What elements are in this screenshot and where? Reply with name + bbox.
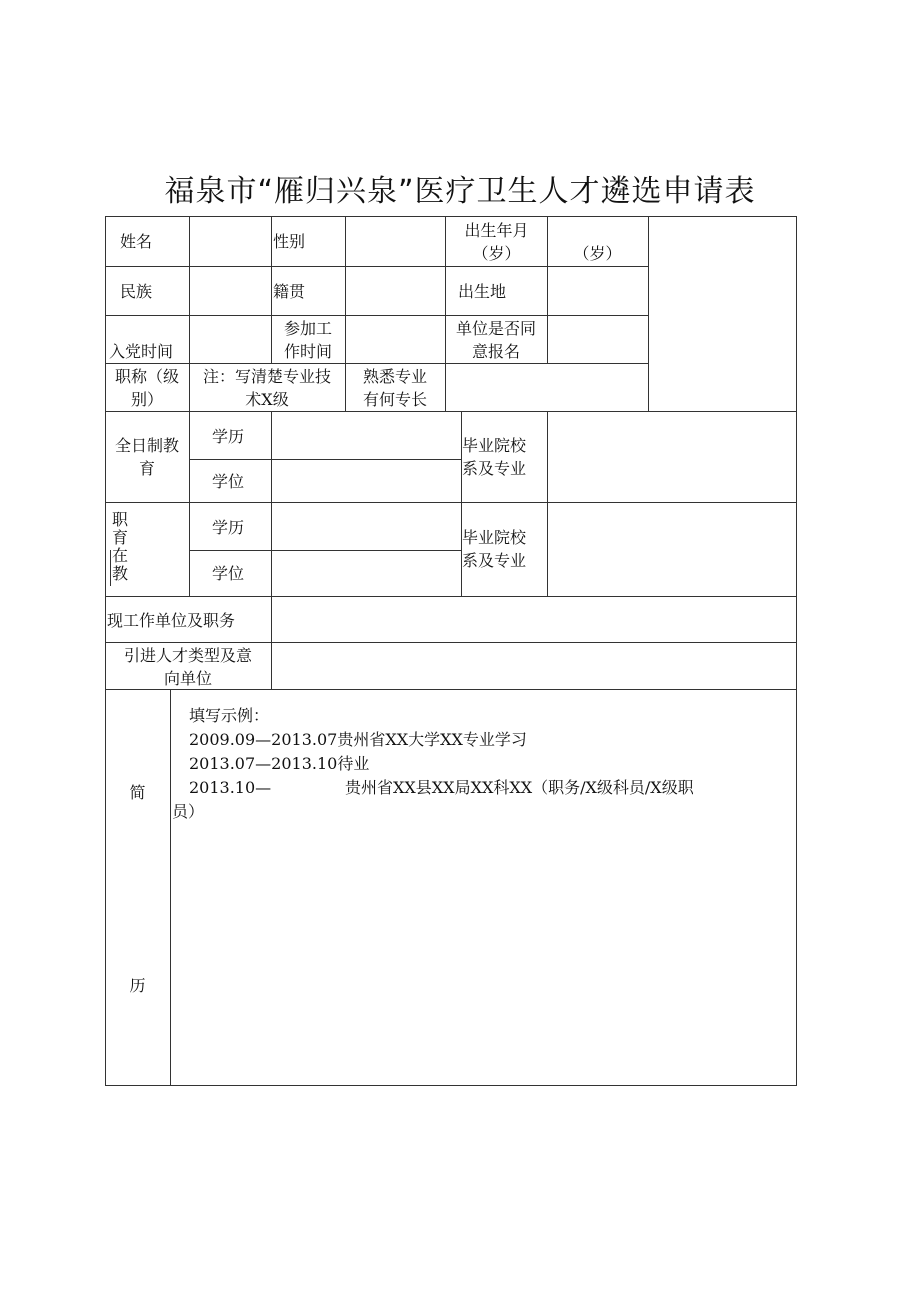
grid-line [105,266,648,267]
specialty-label [345,365,445,411]
employer-consent-label-line2: 意报名 [471,342,520,361]
professional-title-label-line1: 职称（级 [114,367,179,386]
birth-date-label-line2: （岁） [472,244,521,263]
inservice-education-label [112,511,136,583]
birthplace-label: 出生地 [458,282,507,301]
talent-type-label-line2: 向单位 [163,669,212,688]
specialty-label-line2: 有何专长 [362,390,427,409]
birth-date-label-line1: 出生年月 [464,221,529,240]
birth-date-label [447,219,546,265]
grid-line [105,411,797,412]
resume-label-bottom: 历 [129,976,146,995]
resume-line: 2013.10— [189,778,272,797]
resume-line: 填写示例： [189,706,270,725]
resume-line: 员） [172,802,205,821]
ethnicity-label: 民族 [120,282,153,301]
name-label: 姓名 [120,232,153,251]
talent-type-label [105,644,271,690]
employer-consent-label [445,317,547,363]
resume-label-top: 简 [129,783,146,802]
work-start-date-label [271,317,345,363]
grid-line [105,642,797,643]
grid-line [105,363,648,364]
fulltime-education-label-line1: 全日制教 [114,436,179,455]
inservice-education-level-label: 学历 [212,518,245,537]
inservice-label-char: 在 [112,546,129,565]
work-start-date-label-line1: 参加工 [283,319,332,338]
grid-line [170,689,171,1086]
resume-line: 2009.09—2013.07贵州省XX大学XX专业学习 [189,730,527,749]
professional-title-label-line2: 别） [130,390,163,409]
employer-consent-label-line1: 单位是否同 [455,319,536,338]
grid-line [547,411,548,596]
grid-line [189,550,461,551]
inservice-label-char: 教 [112,564,129,583]
native-place-label: 籍贯 [273,282,306,301]
grid-line [189,502,190,596]
fulltime-degree-label: 学位 [212,472,245,491]
inservice-school-major-label-line1: 毕业院校 [462,528,527,547]
inservice-label-char: 职 [112,510,129,529]
inservice-degree-label: 学位 [212,564,245,583]
fulltime-education-label [105,434,189,480]
specialty-label-line1: 熟悉专业 [362,367,427,386]
birth-date-age-value: （岁） [573,244,622,263]
grid-line [105,502,797,503]
gender-label: 性别 [273,232,306,251]
professional-title-label [105,365,189,411]
grid-line [105,315,648,316]
party-join-date-label: 入党时间 [109,342,174,361]
resume-line: 贵州省XX县XX局XX科XX（职务/X级科员/X级职 [345,778,694,797]
grid-line [105,596,797,597]
page-title: 福泉市“雁归兴泉”医疗卫生人才遴选申请表 [164,174,756,209]
professional-title-note [189,365,345,411]
inservice-school-major-label [462,526,526,572]
inservice-label-bracket [110,550,111,586]
fulltime-education-label-line2: 育 [138,459,155,478]
grid-line [547,216,548,363]
fulltime-education-level-label: 学历 [212,427,245,446]
fulltime-school-major-label [462,434,526,480]
grid-line [189,459,461,460]
grid-line [189,216,190,502]
work-start-date-label-line2: 作时间 [283,342,332,361]
fulltime-school-major-label-line2: 系及专业 [462,459,527,478]
current-employer-label: 现工作单位及职务 [107,611,236,630]
talent-type-label-line1: 引进人才类型及意 [123,646,252,665]
inservice-school-major-label-line2: 系及专业 [462,551,527,570]
inservice-label-char: 育 [112,528,129,547]
professional-title-note-line2: 术X级 [245,390,289,409]
grid-line [445,216,446,411]
grid-line [271,411,272,689]
resume-line: 2013.07—2013.10待业 [189,754,370,773]
professional-title-note-line1: 注：写清楚专业技 [202,367,331,386]
grid-line [648,216,649,411]
fulltime-school-major-label-line1: 毕业院校 [462,436,527,455]
